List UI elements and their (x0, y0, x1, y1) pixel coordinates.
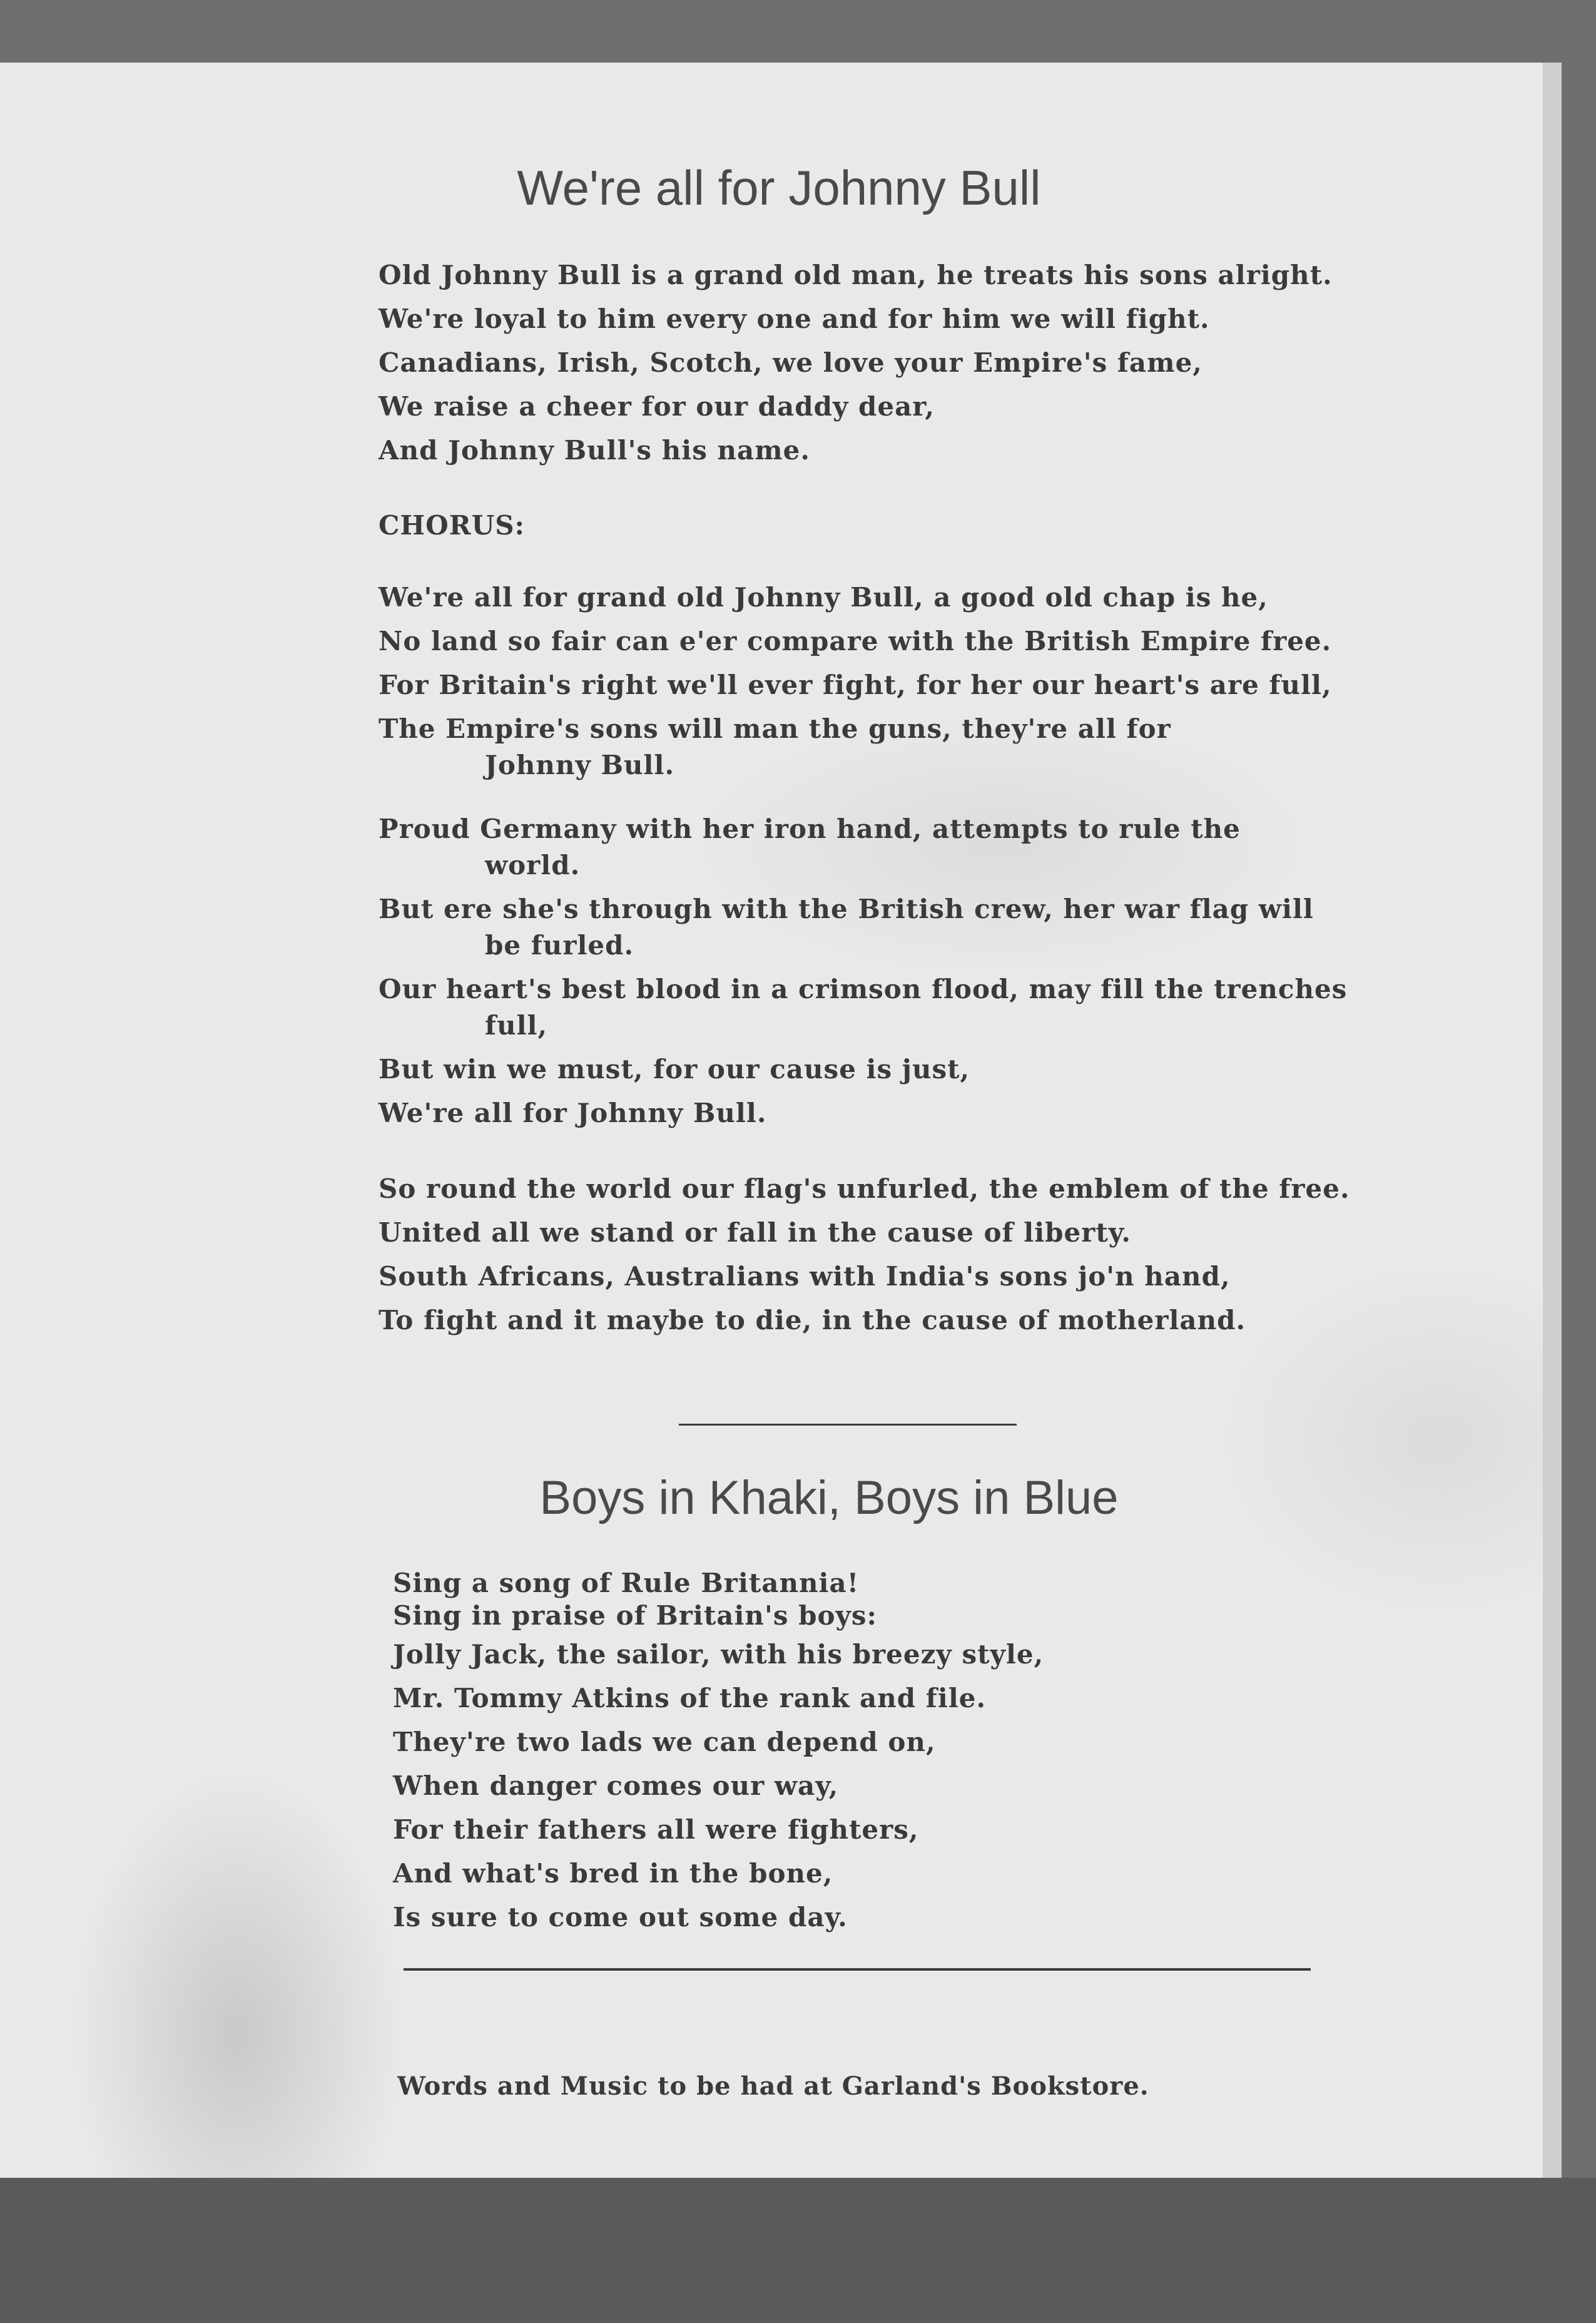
verse-line: full, (485, 1010, 548, 1041)
verse-line: Old Johnny Bull is a grand old man, he treats his sons alright. (379, 260, 1333, 290)
song-sheet (0, 63, 1558, 2178)
verse-line: When danger comes our way, (393, 1770, 839, 1801)
song2-title: Boys in Khaki, Boys in Blue (539, 1471, 1119, 1524)
verse-line: And Johnny Bull's his name. (379, 435, 810, 466)
section-divider (679, 1424, 1017, 1426)
chorus-line: The Empire's sons will man the guns, they're all for (379, 713, 1171, 744)
verse-line: We're all for Johnny Bull. (379, 1098, 767, 1128)
verse-line: Sing in praise of Britain's boys: (393, 1600, 878, 1631)
verse-line: And what's bred in the bone, (393, 1858, 833, 1889)
song1-chorus (379, 576, 1332, 787)
verse-line: Is sure to come out some day. (393, 1902, 848, 1932)
verse-line: South Africans, Australians with India's sons jo'n hand, (379, 1261, 1231, 1292)
verse-line: Canadians, Irish, Scotch, we love your Empire's fame, (379, 347, 1202, 378)
verse-line: To fight and it maybe to die, in the cause of motherland. (379, 1305, 1246, 1335)
verse-line: be furled. (485, 930, 634, 961)
chorus-label: CHORUS: (379, 510, 526, 541)
verse-line: Our heart's best blood in a crimson flood, may fill the trenches (379, 974, 1348, 1004)
song1-verse2 (379, 807, 1348, 1135)
verse-line: Sing a song of Rule Britannia! (393, 1568, 860, 1598)
verse-line: We're loyal to him every one and for him we will fight. (379, 304, 1210, 334)
verse-line: We raise a cheer for our daddy dear, (379, 391, 935, 422)
verse-line: For their fathers all were fighters, (393, 1814, 919, 1845)
song1-verse1 (379, 253, 1333, 472)
chorus-line: Johnny Bull. (485, 750, 675, 780)
verse-line: So round the world our flag's unfurled, the emblem of the free. (379, 1173, 1350, 1204)
verse-line: But win we must, for our cause is just, (379, 1054, 970, 1085)
verse-line: But ere she's through with the British crew, her war flag will (379, 894, 1314, 924)
verse-line: They're two lads we can depend on, (393, 1727, 936, 1757)
footer-note: Words and Music to be had at Garland's Bookstore. (397, 2071, 1149, 2101)
song2-verse (393, 1561, 1331, 1939)
chorus-line: We're all for grand old Johnny Bull, a good old chap is he, (379, 582, 1268, 613)
paper-edge (1543, 63, 1562, 2178)
verse-line: Jolly Jack, the sailor, with his breezy style, (393, 1639, 1044, 1670)
verse-line: world. (485, 850, 581, 881)
footer-divider (404, 1968, 1311, 1971)
verse-line: Proud Germany with her iron hand, attempts to rule the (379, 814, 1241, 844)
scanner-backdrop (0, 2178, 1596, 2323)
verse-line: Mr. Tommy Atkins of the rank and file. (393, 1683, 987, 1713)
song1-verse3 (379, 1167, 1350, 1342)
chorus-line: For Britain's right we'll ever fight, for her our heart's are full, (379, 670, 1332, 700)
verse-line: United all we stand or fall in the cause of liberty. (379, 1217, 1131, 1248)
song1-title: We're all for Johnny Bull (517, 160, 1041, 215)
chorus-line: No land so fair can e'er compare with the British Empire free. (379, 626, 1332, 656)
